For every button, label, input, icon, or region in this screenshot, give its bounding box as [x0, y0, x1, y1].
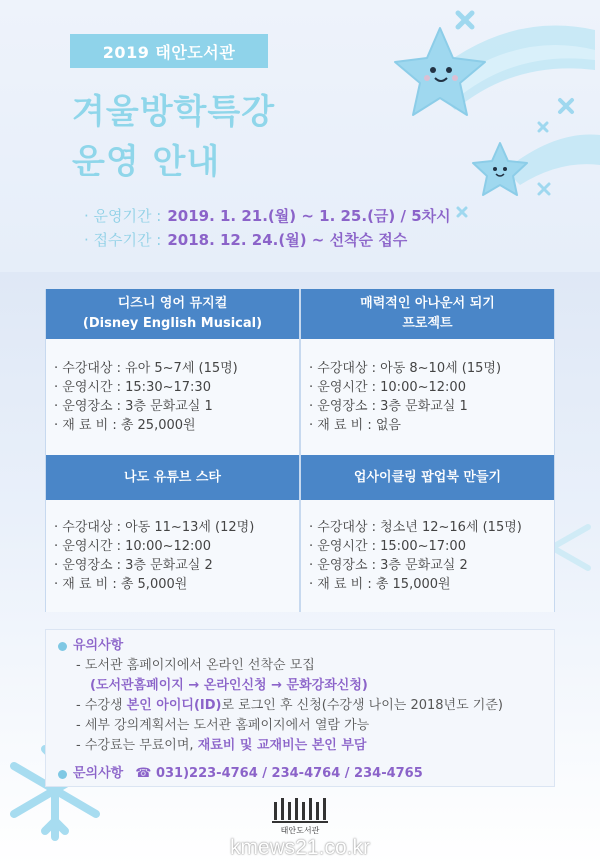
course-3-fee: · 재 료 비 : 총 5,000원: [54, 577, 188, 592]
course-4-place: · 운영장소 : 3층 문화교실 2: [309, 558, 468, 573]
course-card-1: [45, 289, 300, 455]
contact-row: [58, 764, 554, 784]
sparkle-cross-icon: [535, 180, 553, 198]
notice-item-2-post: 로 로그인 후 신청(수강생 나이는 2018년도 기준): [221, 698, 503, 713]
course-1-time: · 운영시간 : 15:30~17:30: [54, 380, 211, 395]
contact-phone: ☎ 031)223-4764 / 234-4764 / 234-4765: [135, 766, 423, 781]
course-2-time: · 운영시간 : 10:00~12:00: [309, 380, 466, 395]
course-1-details: [45, 339, 300, 455]
registration-period-label: · 접수기간 :: [84, 231, 162, 249]
course-3-details: [45, 500, 300, 612]
notice-box: [45, 629, 555, 787]
operating-period-label: · 운영기간 :: [84, 207, 162, 225]
notice-item-1-path: (도서관홈페이지 → 온라인신청 → 문화강좌신청): [90, 678, 368, 693]
contact-label: 문의사항: [73, 766, 124, 781]
star-face-icon: [465, 125, 600, 215]
notice-item-4: [58, 736, 554, 756]
sparkle-cross-icon: [555, 95, 577, 117]
library-logo-icon: [270, 796, 330, 824]
course-3-place: · 운영장소 : 3층 문화교실 2: [54, 558, 213, 573]
course-2-title: 매력적인 아나운서 되기: [360, 296, 495, 311]
notice-item-2-pre: - 수강생: [76, 698, 127, 713]
course-3-time: · 운영시간 : 10:00~12:00: [54, 539, 211, 554]
notice-item-4-highlight: 재료비 및 교재비는 본인 부담: [197, 738, 367, 753]
course-1-target: · 수강대상 : 유아 5~7세 (15명): [54, 361, 238, 376]
course-3-header: [45, 455, 300, 500]
course-3-target: · 수강대상 : 아동 11~13세 (12명): [54, 520, 255, 535]
course-4-details: [300, 500, 555, 612]
course-3-title: 나도 유튜브 스타: [124, 469, 221, 485]
course-1-fee: · 재 료 비 : 총 25,000원: [54, 418, 196, 433]
notice-item-3: - 세부 강의계획서는 도서관 홈페이지에서 열람 가능: [76, 718, 370, 733]
course-4-fee: · 재 료 비 : 총 15,000원: [309, 577, 451, 592]
page-title-line-1: 겨울방학특강: [72, 92, 276, 132]
operating-period-value: 2019. 1. 21.(월) ~ 1. 25.(금) / 5차시: [167, 207, 451, 225]
notice-item-4-pre: - 수강료는 무료이며,: [76, 738, 198, 753]
operating-period: [84, 205, 451, 226]
notice-heading: [58, 636, 554, 656]
sparkle-cross-icon: [450, 5, 480, 35]
bullet-dot-icon: [58, 642, 67, 651]
course-1-place: · 운영장소 : 3층 문화교실 1: [54, 399, 213, 414]
course-4-time: · 운영시간 : 15:00~17:00: [309, 539, 466, 554]
course-card-2: [300, 289, 555, 455]
course-2-details: [300, 339, 555, 455]
course-1-title: 디즈니 영어 뮤지컬: [117, 296, 228, 311]
course-4-title: 업사이클링 팝업북 만들기: [353, 469, 502, 485]
course-2-target: · 수강대상 : 아동 8~10세 (15명): [309, 361, 502, 376]
course-2-fee: · 재 료 비 : 없음: [309, 418, 401, 433]
course-1-header: [45, 289, 300, 339]
library-logo: [263, 796, 337, 838]
watermark: kmews21.co.kr: [229, 836, 371, 859]
sparkle-cross-icon: [455, 205, 469, 219]
year-library-badge: 2019 태안도서관: [70, 34, 268, 68]
course-2-subtitle: 프로젝트: [402, 316, 453, 331]
notice-item-2-highlight: 본인 아이디(ID): [126, 698, 222, 713]
notice-item-1: - 도서관 홈페이지에서 온라인 선착순 모집: [76, 658, 315, 673]
bullet-dot-icon: [58, 770, 67, 779]
course-4-target: · 수강대상 : 청소년 12~16세 (15명): [309, 520, 522, 535]
notice-item-2: [58, 696, 554, 716]
course-4-header: [300, 455, 555, 500]
registration-period-value: 2018. 12. 24.(월) ~ 선착순 접수: [167, 231, 408, 249]
course-2-place: · 운영장소 : 3층 문화교실 1: [309, 399, 468, 414]
notice-heading-text: 유의사항: [73, 638, 124, 653]
course-2-header: [300, 289, 555, 339]
course-1-subtitle: (Disney English Musical): [82, 316, 263, 331]
sparkle-cross-icon: [536, 120, 550, 134]
registration-period: [84, 229, 407, 250]
library-logo-text: 태안도서관: [280, 826, 320, 835]
page-title-line-2: 운영 안내: [72, 142, 221, 182]
course-card-3: [45, 455, 300, 612]
course-card-4: [300, 455, 555, 612]
